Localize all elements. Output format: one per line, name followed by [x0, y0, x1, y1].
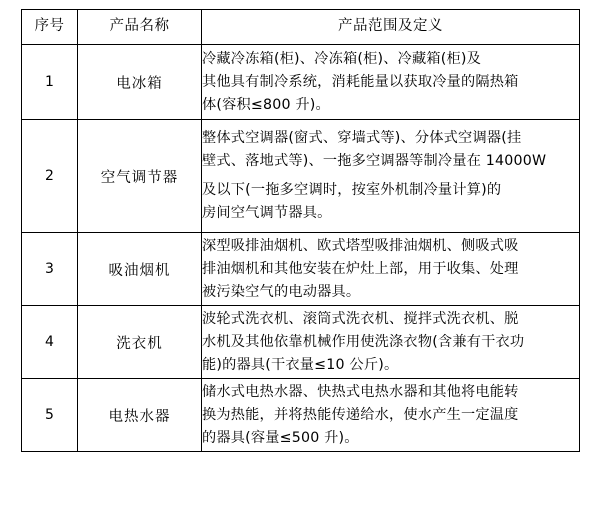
- table-row: [22, 233, 580, 306]
- table-row: [22, 306, 580, 379]
- table-row: [22, 45, 580, 120]
- scope-line: 及以下(一拖多空调时，按室外机制冷量计算)的: [202, 182, 502, 199]
- product-scope: [202, 120, 580, 233]
- scope-line: 能)的器具(干衣量≤10 公斤)。: [202, 356, 399, 373]
- table-row: [22, 120, 580, 233]
- product-scope-table: [21, 9, 580, 452]
- product-scope: [202, 379, 580, 452]
- row-index: 5: [22, 379, 78, 452]
- product-name: 洗衣机: [78, 306, 202, 379]
- scope-line: 冷藏冷冻箱(柜)、冷冻箱(柜)、冷藏箱(柜)及: [202, 50, 481, 67]
- scope-line: 房间空气调节器具。: [202, 205, 332, 222]
- scope-line: 深型吸排油烟机、欧式塔型吸排油烟机、侧吸式吸: [202, 237, 519, 254]
- row-index: 3: [22, 233, 78, 306]
- column-header-name-label: 产品名称: [109, 18, 170, 35]
- product-name: 吸油烟机: [78, 233, 202, 306]
- row-index: 1: [22, 45, 78, 120]
- scope-line: 被污染空气的电动器具。: [202, 283, 361, 300]
- product-name: 空气调节器: [78, 120, 202, 233]
- scope-line: 水机及其他依靠机械作用使洗涤衣物(含兼有干衣功: [202, 333, 525, 350]
- column-header-scope-label: 产品范围及定义: [338, 18, 443, 35]
- scope-line: 体(容积≤800 升)。: [202, 96, 330, 113]
- column-header-no-label: 序号: [34, 18, 65, 35]
- scope-line: 其他具有制冷系统，消耗能量以获取冷量的隔热箱: [202, 73, 519, 90]
- row-index: 2: [22, 120, 78, 233]
- product-scope: [202, 233, 580, 306]
- column-header-no: [22, 10, 78, 45]
- scope-line: 壁式、落地式等)、一拖多空调器等制冷量在 14000W: [202, 152, 547, 169]
- column-header-scope: [202, 10, 580, 45]
- scope-line: 整体式空调器(窗式、穿墙式等)、分体式空调器(挂: [202, 129, 522, 146]
- scope-line: 的器具(容量≤500 升)。: [202, 429, 359, 446]
- scope-line: 储水式电热水器、快热式电热水器和其他将电能转: [202, 383, 519, 400]
- product-name: 电冰箱: [78, 45, 202, 120]
- table-row: [22, 379, 580, 452]
- scope-line: 排油烟机和其他安装在炉灶上部，用于收集、处理: [202, 260, 519, 277]
- table-header-row: [22, 10, 580, 45]
- row-index: 4: [22, 306, 78, 379]
- column-header-name: [78, 10, 202, 45]
- product-scope: [202, 306, 580, 379]
- scope-line: 换为热能，并将热能传递给水，使水产生一定温度: [202, 406, 519, 423]
- scope-line: 波轮式洗衣机、滚筒式洗衣机、搅拌式洗衣机、脱: [202, 310, 519, 327]
- product-name: 电热水器: [78, 379, 202, 452]
- product-scope: [202, 45, 580, 120]
